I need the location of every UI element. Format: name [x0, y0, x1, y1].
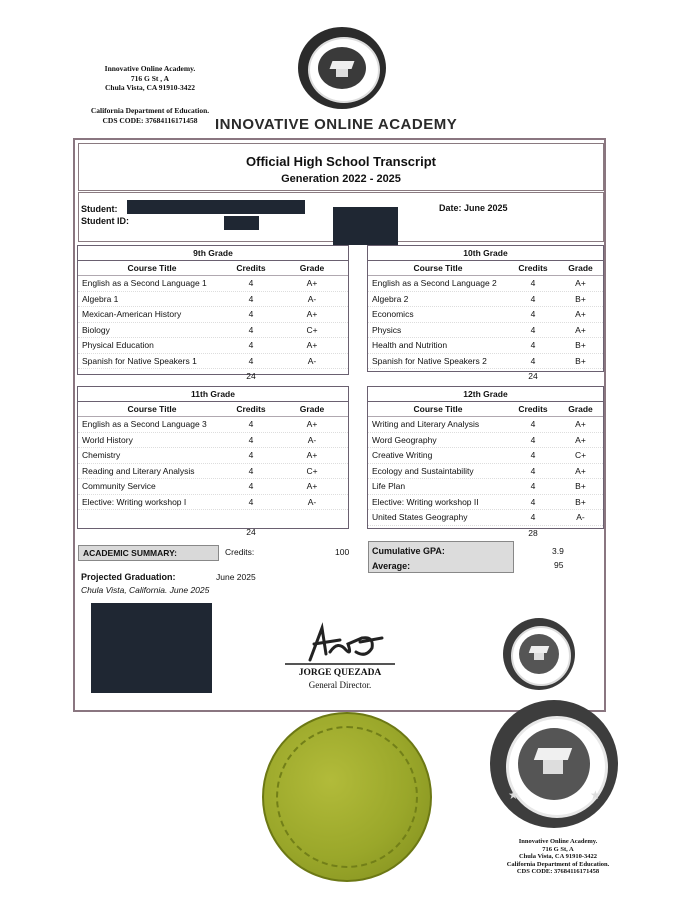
redacted-photo — [333, 207, 398, 245]
table-row: Algebra 1 4 A- — [78, 292, 348, 308]
school-address: Innovative Online Academy. 716 G St , A Chula Vista, CA 91910-3422 — [104, 64, 196, 92]
redacted-student-id — [224, 216, 259, 230]
grade-table-title: 10th Grade — [368, 246, 603, 261]
col-course-title: Course Title — [413, 263, 463, 273]
table-row: Physics 4 A+ — [368, 323, 603, 339]
grade-table-11 — [77, 386, 349, 537]
projected-graduation-label: Projected Graduation: — [81, 572, 176, 582]
credits-total: 28 — [528, 527, 538, 538]
col-grade: Grade — [568, 404, 593, 414]
col-credits: Credits — [518, 404, 548, 414]
credits-value: 100 — [335, 547, 350, 557]
credits-total: 24 — [246, 371, 256, 381]
col-course-title: Course Title — [127, 263, 177, 273]
table-row: United States Geography 4 A- — [368, 510, 603, 526]
grade-table-title: 9th Grade — [78, 246, 348, 261]
credits-label: Credits: — [225, 547, 255, 557]
average-value: 95 — [554, 560, 564, 570]
table-row: English as a Second Language 3 4 A+ — [78, 417, 348, 433]
grade-table-9 — [77, 245, 349, 381]
school-name: INNOVATIVE ONLINE ACADEMY — [215, 116, 458, 133]
table-row: Spanish for Native Speakers 2 4 B+ — [368, 354, 603, 370]
table-row: Chemistry 4 A+ — [78, 448, 348, 464]
grade-table-12 — [367, 386, 604, 538]
student-id-label: Student ID: — [81, 216, 129, 226]
col-credits: Credits — [518, 263, 548, 273]
average-label: Average: — [372, 561, 411, 571]
table-row: Community Service 4 A+ — [78, 479, 348, 495]
col-credits: Credits — [236, 263, 266, 273]
table-row: Spanish for Native Speakers 1 4 A- — [78, 354, 348, 370]
signatory-name: JORGE QUEZADA — [298, 668, 382, 678]
table-row: Ecology and Sustaintability 4 A+ — [368, 464, 603, 480]
table-row: Elective: Writing workshop I 4 A- — [78, 495, 348, 511]
gpa-label: Cumulative GPA: — [372, 546, 445, 556]
academy-seal-top — [298, 27, 386, 109]
academy-seal-stamp — [503, 618, 575, 690]
transcript-date: Date: June 2025 — [439, 203, 508, 213]
signatory-role: General Director. — [308, 680, 372, 690]
gold-foil-seal — [262, 712, 432, 882]
transcript-generation: Generation 2022 - 2025 — [281, 173, 401, 185]
academic-summary-label: ACADEMIC SUMMARY: — [78, 545, 219, 561]
col-course-title: Course Title — [413, 404, 463, 414]
place-and-date: Chula Vista, California. June 2025 — [81, 585, 210, 595]
grade-table-title: 12th Grade — [368, 387, 603, 402]
table-row: English as a Second Language 1 4 A+ — [78, 276, 348, 292]
signature-line — [285, 663, 395, 665]
credits-total: 24 — [246, 526, 256, 537]
table-row: Reading and Literary Analysis 4 C+ — [78, 464, 348, 480]
transcript-title-box — [78, 143, 604, 191]
credits-total: 24 — [528, 371, 538, 381]
table-row: World History 4 A- — [78, 433, 348, 449]
gpa-value: 3.9 — [552, 546, 564, 556]
table-row: Economics 4 A+ — [368, 307, 603, 323]
table-row: Biology 4 C+ — [78, 323, 348, 339]
projected-graduation-value: June 2025 — [216, 572, 256, 582]
table-row: Health and Nutrition 4 B+ — [368, 338, 603, 354]
table-row: Physical Education 4 A+ — [78, 338, 348, 354]
department-info: California Department of Education. CDS CODE: 37684116171458 — [90, 106, 210, 125]
academy-seal-large: ★ ★ — [490, 700, 618, 828]
col-credits: Credits — [236, 404, 266, 414]
footer-address: Innovative Online Academy. 716 G St, A Chula Vista, CA 91910-3422 California Department of Education. CDS CODE: 37684116171458 — [506, 838, 610, 875]
table-row: Creative Writing 4 C+ — [368, 448, 603, 464]
signature-mark — [300, 622, 390, 666]
grade-table-title: 11th Grade — [78, 387, 348, 402]
table-row: Algebra 2 4 B+ — [368, 292, 603, 308]
col-grade: Grade — [299, 404, 325, 414]
table-row: English as a Second Language 2 4 A+ — [368, 276, 603, 292]
redacted-photo-block — [91, 603, 212, 693]
redacted-student-name — [127, 200, 305, 214]
col-grade: Grade — [568, 263, 593, 273]
col-grade: Grade — [299, 263, 325, 273]
student-label: Student: — [81, 204, 118, 214]
table-row: Writing and Literary Analysis 4 A+ — [368, 417, 603, 433]
table-row: Word Geography 4 A+ — [368, 433, 603, 449]
table-row: Life Plan 4 B+ — [368, 479, 603, 495]
table-row: Elective: Writing workshop II 4 B+ — [368, 495, 603, 511]
col-course-title: Course Title — [127, 404, 177, 414]
transcript-title: Official High School Transcript — [246, 154, 436, 169]
table-row: Mexican-American History 4 A+ — [78, 307, 348, 323]
grade-table-10 — [367, 245, 604, 381]
